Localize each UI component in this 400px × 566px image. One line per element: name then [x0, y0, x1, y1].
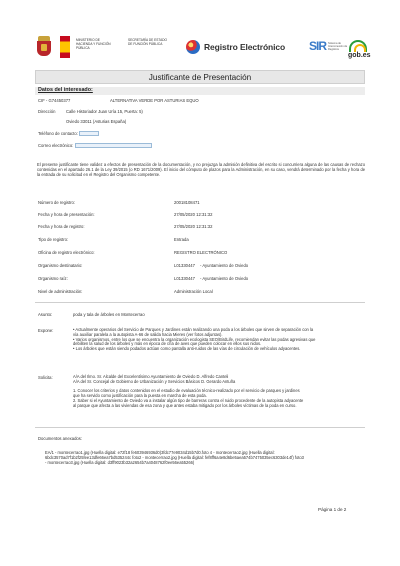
expone-line: debiliten la salud de los árboles y más en época de cría de aves que pueden colocar en ellos sus nidos.	[73, 341, 262, 347]
address-label: Dirección	[38, 109, 56, 114]
recipient-organism-name: - Ayuntamiento de Oviedo	[200, 263, 249, 268]
registry-type-value: Entrada	[174, 237, 189, 242]
gob-arc-icon	[349, 40, 367, 52]
solicita-line: al parque que afecta a las viviendas de esa zona y que antes estaba mitigado por los árboles víctimas de la poda en curso.	[73, 402, 297, 408]
divider-1	[35, 302, 365, 303]
registry-number-value: 20018108471	[174, 200, 200, 205]
registro-logo-text: Registro Electrónico	[204, 42, 286, 52]
registro-electronico-logo	[186, 40, 285, 54]
solicita-line: 2. Saber si el Ayuntamiento de Oviedo va a instalar algún tipo de barreras contra el ruido procedente de la autopista adyacente	[73, 397, 304, 403]
ministry-logo	[34, 36, 168, 58]
solicita-label: Solicita:	[38, 375, 53, 380]
disclaimer-text: El presente justificante tiene validez a efectos de presentación de la documentación, y no prejuzga la admisión definitiva del escrito si concurriera alguna de las causas de rechazo contenidas en el apartado 26.1 de la Ley 39/2015 (o RD 1671/2009). El inicio del cómputo de plazos para la Administración, en su caso, vendrá determinado por la fecha y hora de la entrada de su solicitud en el Registro del Organismo competente.	[37, 162, 365, 177]
interested-section-title: Datos del interesado:	[38, 87, 93, 93]
coat-of-arms-icon	[34, 36, 54, 58]
sir-logo-mark: SIR	[309, 39, 327, 53]
gob-logo-text: gob.es	[348, 52, 371, 59]
expone-line: • Los árboles que están siendo podados actúan como pantalla anti-ruidos de las vías de circulación de vehículos adyacentes.	[73, 346, 301, 352]
documents-list	[45, 451, 304, 465]
root-organism-name: - Ayuntamiento de Oviedo	[200, 276, 249, 281]
document-line: EA/1 - montecerrao1.jpg (Huella digital: e72f18 fe603946936d0(3fdc77e9034d15b7d0.foto 4 - montecerrao2.jpg (Huella digital:	[45, 450, 275, 455]
registry-number-label: Número de registro:	[38, 200, 76, 205]
submission-datetime-label: Fecha y hora de presentación:	[38, 212, 95, 217]
expone-line: • Actualmente operarios del Servicio de Parques y Jardines están realizando una poda a los árboles que sirven de separación con la	[73, 327, 314, 332]
spanish-flag-icon	[60, 36, 70, 58]
admin-level-value: Administración Local	[174, 289, 213, 294]
ministry-left-text: MINISTERIO DE HACIENDA Y FUNCIÓN PÚBLICA	[76, 38, 111, 50]
solicita-text	[73, 375, 303, 409]
document-title-bar	[35, 70, 365, 84]
registry-datetime-value: 27/05/2020 12:31:32	[174, 224, 213, 229]
email-label: Correo electrónico:	[38, 143, 74, 148]
cif-label: CIF - G74450377	[38, 98, 71, 103]
registry-office-value: REGISTRO ELECTRÓNICO	[174, 250, 228, 255]
registry-datetime-label: Fecha y hora de registro:	[38, 224, 85, 229]
ministry-right-text: SECRETARÍA DE ESTADO DE FUNCIÓN PÚBLICA	[128, 38, 168, 46]
root-organism-label: Organismo raíz:	[38, 276, 68, 281]
asunto-label: Asunto:	[38, 312, 53, 317]
phone-field	[79, 131, 99, 136]
expone-line: • Varios organismos, entre los que se encuentra la organización ecologista SEO/BirdLife, recomiendan evitar las podas agresivas que	[73, 336, 316, 342]
email-field	[75, 143, 152, 148]
registry-type-label: Tipo de registro:	[38, 237, 69, 242]
city-value: Oviedo 33011 (Asturias España)	[66, 119, 127, 124]
solicita-line: A/A del Ilmo. Sr. Alcalde del Excelentísimo Ayuntamiento de Oviedo D. Alfredo Canteli	[73, 374, 229, 379]
expone-text	[73, 328, 315, 352]
gob-es-logo	[346, 40, 370, 62]
expone-label: Expone:	[38, 328, 54, 333]
solicita-line: que ha servido como justificación para la puesta en marcha de esta poda.	[73, 393, 207, 399]
interested-section-header	[35, 87, 365, 95]
phone-label: Teléfono de contacto:	[38, 131, 78, 136]
solicita-line: 1. Conocer los criterios y datos contenidos en el estudio de evaluación técnico-realizado por el servicio de parques y jardines	[73, 388, 300, 394]
registry-office-label: Oficina de registro electrónico:	[38, 250, 95, 255]
asunto-text: poda y tala de árboles en Montecerrao	[73, 312, 145, 317]
registro-mark-icon	[186, 40, 200, 54]
solicita-line: A/A del Sr. Concejal de Gobierno de Urbanización y Servicios Básicos D. Gerardo Antuña	[73, 378, 236, 384]
recipient-organism-label: Organismo destinatario:	[38, 263, 83, 268]
expone-line: vía auxiliar paralela a la autopista A-66 de salida hacia Mieres (ver fotos adjuntas).	[73, 331, 223, 337]
sir-logo-text: Sistema de Interconexión de Registros	[328, 41, 348, 51]
submission-datetime-value: 27/05/2020 12:31:32	[174, 212, 213, 217]
admin-level-label: Nivel de administración:	[38, 289, 83, 294]
document-header	[34, 36, 369, 64]
document-title: Justificante de Presentación	[148, 72, 252, 82]
divider-2	[35, 427, 365, 428]
document-line: 6bdc3570ad7f1b2f25fee13dfe66ea7bd535244c foto2 - montecerrao2.jpg (Huella digital: fef8ff6a4e8d6be5aea574b7475035ec6303de14f) foto3	[45, 454, 304, 460]
page-number: Página 1 de 2	[318, 507, 347, 512]
recipient-organism-code: L01330447	[174, 263, 195, 268]
document-line: - montecerrao3.jpg (Huella digital: d3ff9023b32a2654b7a4048762f0ee56ea55266)	[45, 459, 195, 465]
root-organism-code: L01330447	[174, 276, 195, 281]
interested-name: ALTERNATIVA VERDE POR ASTURIAS EQUO	[110, 98, 199, 103]
address-value: Calle Historiador Juan Uría 15, Puerta: 5)	[66, 109, 143, 114]
documents-label: Documentos anexados:	[38, 436, 82, 441]
